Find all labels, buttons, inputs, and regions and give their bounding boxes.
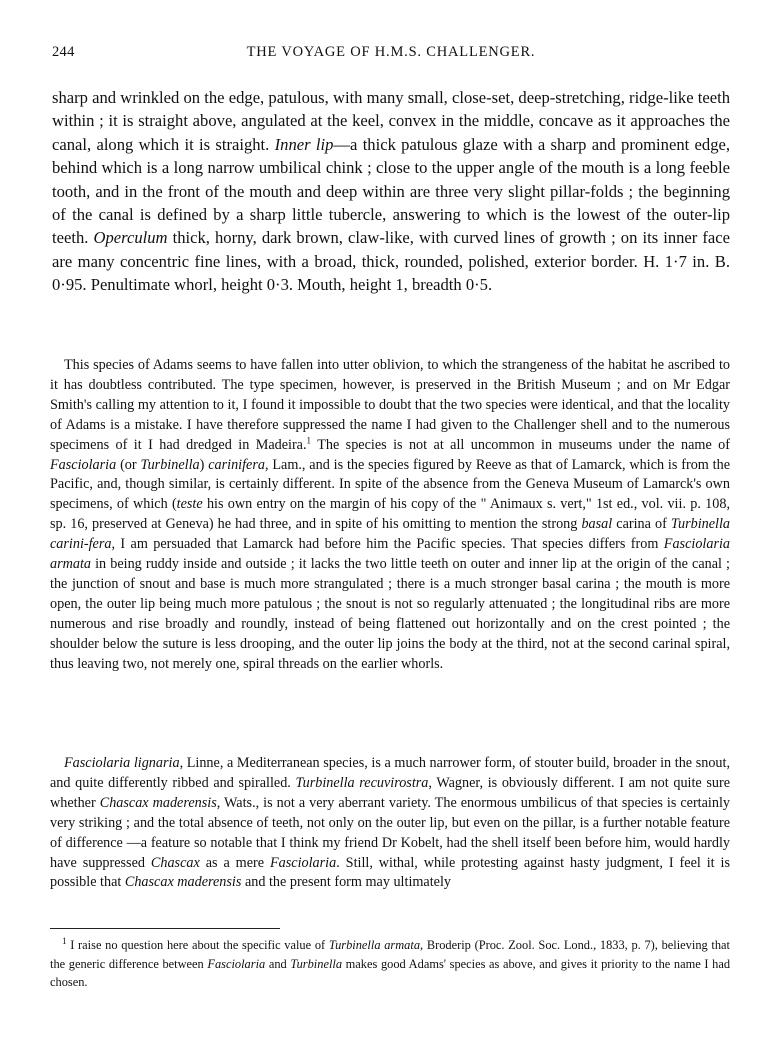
comparison-text-5: . Still, withal, while protesting against hasty judgment, I feel it is possible that	[50, 854, 731, 891]
footnote-text-2: , Broderip (Proc. Zool. Soc. Lond., 1833, p. 7), believing that the generic difference between	[50, 938, 730, 971]
taxon-name: Fasciolaria	[207, 956, 266, 971]
description-text-1: sharp and wrinkled on the edge, patulous, with many small, close-set, deep-stretching, ridge-like teeth within ; it is straight above, angulated at the keel, convex in the middle, concave as it approaches the canal, along which it is straight.	[52, 88, 730, 154]
discussion-text-3: (or	[120, 456, 137, 473]
taxon-name: Turbinella	[140, 456, 200, 473]
footnote-text-4: makes good Adams' species as above, and gives it priority to the name I had chosen.	[50, 956, 731, 990]
footnote-reference: 1	[306, 434, 312, 445]
comparison-text-6: and the present form may ultimately	[244, 874, 451, 891]
discussion-text-2: The species is not at all uncommon in museums under the name of	[317, 436, 730, 453]
footnote-mark: 1	[62, 935, 67, 946]
taxon-name: Turbinella armata	[328, 938, 421, 952]
footnote-divider	[50, 928, 280, 929]
discussion-text-9: in being ruddy inside and outside ; it lacks the two little teeth on outer and inner lip at the origin of the canal ; the junction of snout and base is much more strangulated ; there is a much stronger basal carina ; the mouth is more open, the outer lip being much more patulous ; the snout is not so regularly attenuated ; the longitudinal ribs are more numerous and rise broadly and roundly, instead of being flattened out horizontally and on the crest pointed ; the shoulder below the suture is less drooping, and the outer lip joins the body at the third, not at the second carinal spiral, thus leaving two, not merely one, spiral threads on the earlier whorls.	[50, 556, 730, 672]
discussion-text-4: )	[199, 456, 205, 473]
footnote-text-1: I raise no question here about the specific value of	[70, 938, 326, 952]
basal-word: basal	[581, 516, 613, 533]
discussion-text-8: , I am persuaded that Lamarck had before him the Pacific species. That species differs from	[111, 536, 659, 553]
taxon-name: Chascax maderensis	[124, 874, 242, 891]
comparison-text-3: , Wats., is not a very aberrant variety. The enormous umbilicus of that species is certainly very striking ; and the total absence of teeth, not only on the outer lip, but even on the pillar, is a further notable feature of difference —a feature so notable that I think my friend Dr Kobelt, had the shell itself been before him, would hardly have suppressed	[50, 794, 730, 871]
running-title: THE VOYAGE OF H.M.S. CHALLENGER.	[246, 44, 536, 60]
taxon-name: Chascax	[150, 854, 200, 871]
comparison-text-4: as a mere	[205, 854, 265, 871]
comparison-text-1: , Linne, a Mediterranean species, is a much narrower form, of stouter build, broader in the snout, and quite differently ribbed and spiralled.	[50, 755, 730, 791]
taxon-name: Fasciolaria armata	[50, 536, 731, 573]
taxon-name: Turbinella	[290, 956, 343, 971]
page-header	[52, 44, 730, 66]
discussion-text-7: carina of	[616, 516, 667, 533]
taxon-name: Turbinella recuvirostra	[295, 774, 429, 791]
taxon-name: Chascax maderensis	[99, 794, 217, 811]
comparison-paragraph	[50, 754, 730, 893]
taxon-name: Fasciolaria	[50, 456, 117, 473]
taxon-name: Fasciolaria lignaria	[64, 755, 180, 771]
description-text-3: thick, horny, dark brown, claw-like, with curved lines of growth ; on its inner face are many concentric fine lines, with a broad, thick, rounded, polished, exterior border. H. 1·7 in. B. 0·95. Penultimate whorl, height 0·3. Mouth, height 1, breadth 0·5.	[52, 228, 730, 295]
taxon-name: Turbinella carini-fera	[50, 516, 731, 553]
footnote	[50, 936, 730, 992]
discussion-text-5: , Lam., and is the species figured by Reeve as that of Lamarck, which is from the Pacific, and, though similar, is certainly different. In spite of the absence from the Geneva Museum of Lamarck's own specimens, of which (	[50, 456, 731, 513]
inner-lip-label: Inner lip	[274, 134, 334, 154]
comparison-text-2: , Wagner, is obviously different. I am not quite sure whether	[50, 774, 731, 811]
discussion-paragraph	[50, 356, 730, 675]
footnote-text-3: and	[268, 956, 287, 971]
taxon-name: Fasciolaria	[269, 854, 337, 871]
discussion-text-6: his own entry on the margin of his copy of the " Animaux s. vert," 1st ed., vol. vii. p. 108, sp. 16, preserved at Geneva) he had three, and in spite of his omitting to mention the strong	[50, 496, 730, 533]
discussion-text-1: This species of Adams seems to have fallen into utter oblivion, to which the strangeness of the habitat he ascribed to it has doubtless contributed. The type specimen, however, is preserved in the British Museum ; and on Mr Edgar Smith's calling my attention to it, I found it impossible to doubt that the two species were identical, and that the locality of Adams is a mistake. I have therefore suppressed the name I had given to the Challenger shell and to the numerous specimens of it I had dredged in Madeira.	[50, 357, 730, 453]
description-text-2: —a thick patulous glaze with a sharp and prominent edge, behind which is a long narrow umbilical chink ; close to the upper angle of the mouth is a long feeble tooth, and in the front of the mouth and deep within are three very slight pillar-folds ; the beginning of the canal is defined by a sharp little tubercle, answering to which is the lowest of the outer-lip teeth.	[52, 134, 731, 248]
operculum-label: Operculum	[93, 228, 168, 248]
page-number: 244	[52, 44, 75, 60]
species-description-paragraph	[52, 86, 730, 297]
taxon-name: carinifera	[208, 456, 265, 473]
teste-word: teste	[176, 496, 203, 513]
